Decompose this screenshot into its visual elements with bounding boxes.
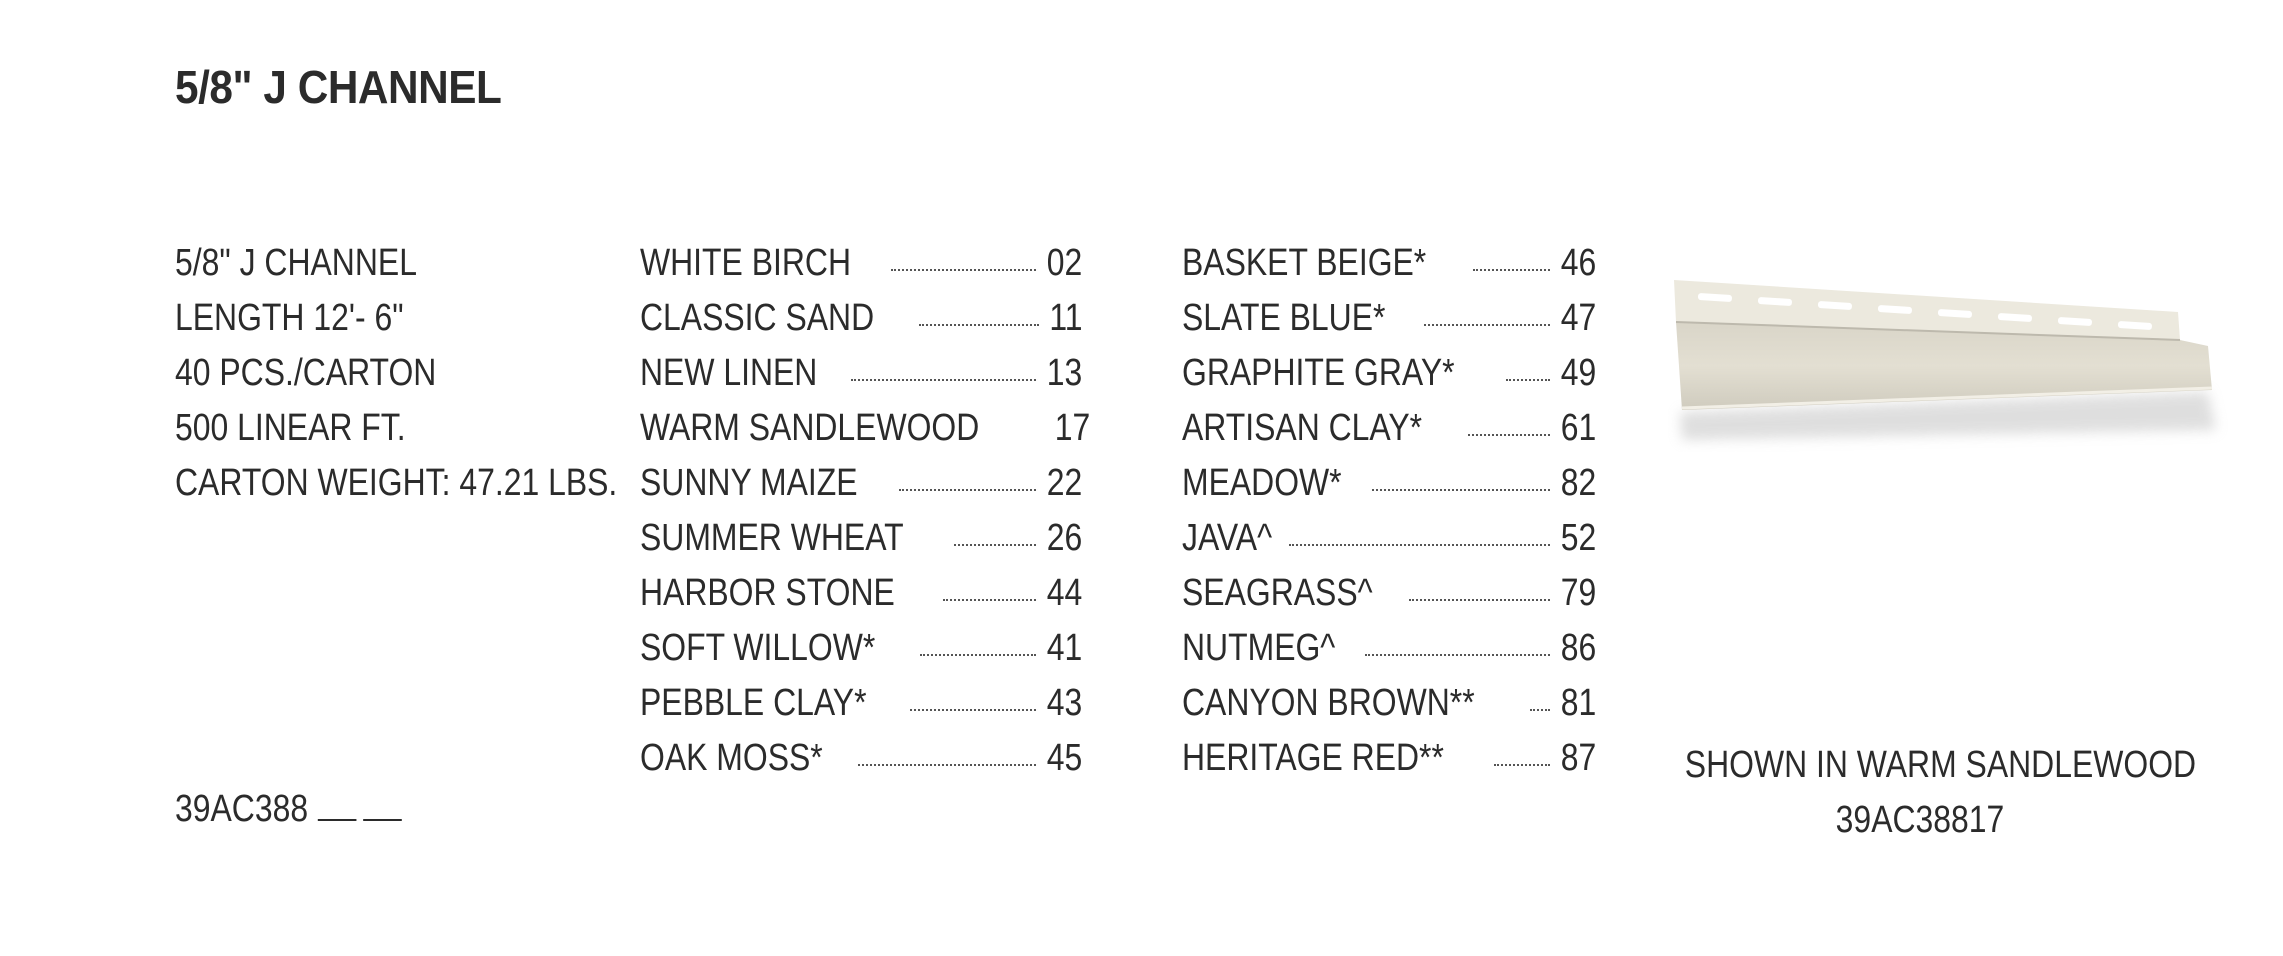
dot-leader bbox=[858, 764, 1036, 766]
color-code: 49 bbox=[1560, 352, 1596, 394]
color-row bbox=[640, 456, 1082, 511]
dot-leader bbox=[1494, 764, 1550, 766]
color-row bbox=[640, 621, 1082, 676]
color-name: ARTISAN CLAY* bbox=[1182, 407, 1423, 449]
dot-leader bbox=[899, 489, 1036, 491]
spec-carton-weight: CARTON WEIGHT: 47.21 LBS. bbox=[175, 462, 618, 504]
dot-leader bbox=[891, 269, 1036, 271]
color-name: GRAPHITE GRAY* bbox=[1182, 352, 1455, 394]
color-row bbox=[1182, 291, 1596, 346]
color-name: CANYON BROWN** bbox=[1182, 682, 1475, 724]
color-code: 61 bbox=[1560, 407, 1596, 449]
dot-leader bbox=[919, 324, 1039, 326]
dot-leader bbox=[1372, 489, 1550, 491]
color-name: WHITE BIRCH bbox=[640, 242, 852, 284]
color-row bbox=[640, 236, 1082, 291]
color-code: 81 bbox=[1560, 682, 1596, 724]
part-code-prefix: 39AC388 bbox=[175, 788, 309, 830]
color-name: NEW LINEN bbox=[640, 352, 818, 394]
color-name: NUTMEG^ bbox=[1182, 627, 1336, 669]
dot-leader bbox=[1506, 379, 1549, 381]
spec-pieces-per-carton: 40 PCS./CARTON bbox=[175, 352, 437, 394]
color-name: SLATE BLUE* bbox=[1182, 297, 1386, 339]
dot-leader bbox=[1468, 434, 1550, 436]
color-row bbox=[640, 346, 1082, 401]
color-row bbox=[640, 731, 1082, 786]
color-row bbox=[1182, 621, 1596, 676]
color-code: 26 bbox=[1046, 517, 1082, 559]
dot-leader bbox=[1365, 654, 1550, 656]
color-name: WARM SANDLEWOOD bbox=[640, 407, 980, 449]
color-name: JAVA^ bbox=[1182, 517, 1273, 559]
color-name: CLASSIC SAND bbox=[640, 297, 875, 339]
spec-linear-feet: 500 LINEAR FT. bbox=[175, 407, 406, 449]
color-list-1 bbox=[640, 236, 1091, 786]
color-name: SOFT WILLOW* bbox=[640, 627, 876, 669]
color-code: 02 bbox=[1046, 242, 1082, 284]
image-caption bbox=[1640, 738, 2200, 848]
color-code: 22 bbox=[1046, 462, 1082, 504]
j-channel-product-image bbox=[1668, 262, 2228, 452]
color-name: SEAGRASS^ bbox=[1182, 572, 1373, 614]
color-row bbox=[1182, 346, 1596, 401]
color-row bbox=[1182, 401, 1596, 456]
color-row bbox=[1182, 511, 1596, 566]
spec-length: LENGTH 12'- 6" bbox=[175, 297, 404, 339]
dot-leader bbox=[920, 654, 1036, 656]
dot-leader bbox=[1473, 269, 1550, 271]
color-code: 46 bbox=[1560, 242, 1596, 284]
color-code: 11 bbox=[1048, 297, 1082, 339]
dot-leader bbox=[1409, 599, 1550, 601]
dot-leader bbox=[910, 709, 1036, 711]
color-row bbox=[640, 566, 1082, 621]
color-name: HERITAGE RED** bbox=[1182, 737, 1444, 779]
color-code: 79 bbox=[1560, 572, 1596, 614]
part-code-blank-1 bbox=[318, 789, 357, 821]
color-code: 52 bbox=[1560, 517, 1596, 559]
product-specs bbox=[175, 236, 617, 511]
color-name: MEADOW* bbox=[1182, 462, 1342, 504]
caption-part-number: 39AC38817 bbox=[1835, 799, 2005, 841]
caption-shown-in: SHOWN IN WARM SANDLEWOOD bbox=[1684, 744, 2197, 786]
color-code: 47 bbox=[1560, 297, 1596, 339]
dot-leader bbox=[1530, 709, 1549, 711]
color-code: 41 bbox=[1046, 627, 1082, 669]
color-name: PEBBLE CLAY* bbox=[640, 682, 867, 724]
dot-leader bbox=[954, 544, 1036, 546]
color-name: OAK MOSS* bbox=[640, 737, 823, 779]
color-code: 17 bbox=[1054, 407, 1091, 449]
color-row bbox=[640, 676, 1082, 731]
part-code bbox=[175, 788, 402, 831]
color-code: 87 bbox=[1560, 737, 1596, 779]
color-code: 13 bbox=[1046, 352, 1082, 394]
part-code-blank-2 bbox=[364, 789, 403, 821]
color-list-2 bbox=[1182, 236, 1596, 786]
dot-leader bbox=[1289, 544, 1549, 546]
color-row bbox=[1182, 236, 1596, 291]
color-code: 82 bbox=[1560, 462, 1596, 504]
color-name: HARBOR STONE bbox=[640, 572, 895, 614]
color-row bbox=[640, 291, 1082, 346]
color-code: 45 bbox=[1046, 737, 1082, 779]
color-code: 43 bbox=[1046, 682, 1082, 724]
color-row bbox=[1182, 456, 1596, 511]
color-name: SUMMER WHEAT bbox=[640, 517, 904, 559]
color-name: BASKET BEIGE* bbox=[1182, 242, 1427, 284]
color-row bbox=[640, 511, 1082, 566]
dot-leader bbox=[851, 379, 1036, 381]
color-code: 44 bbox=[1046, 572, 1082, 614]
dot-leader bbox=[1424, 324, 1550, 326]
dot-leader bbox=[943, 599, 1035, 601]
color-name: SUNNY MAIZE bbox=[640, 462, 858, 504]
color-row bbox=[1182, 676, 1596, 731]
color-row bbox=[1182, 731, 1596, 786]
color-code: 86 bbox=[1560, 627, 1596, 669]
spec-product-name: 5/8" J CHANNEL bbox=[175, 242, 417, 284]
color-row bbox=[1182, 566, 1596, 621]
color-row bbox=[640, 401, 1091, 456]
page-title: 5/8" J CHANNEL bbox=[175, 61, 502, 113]
